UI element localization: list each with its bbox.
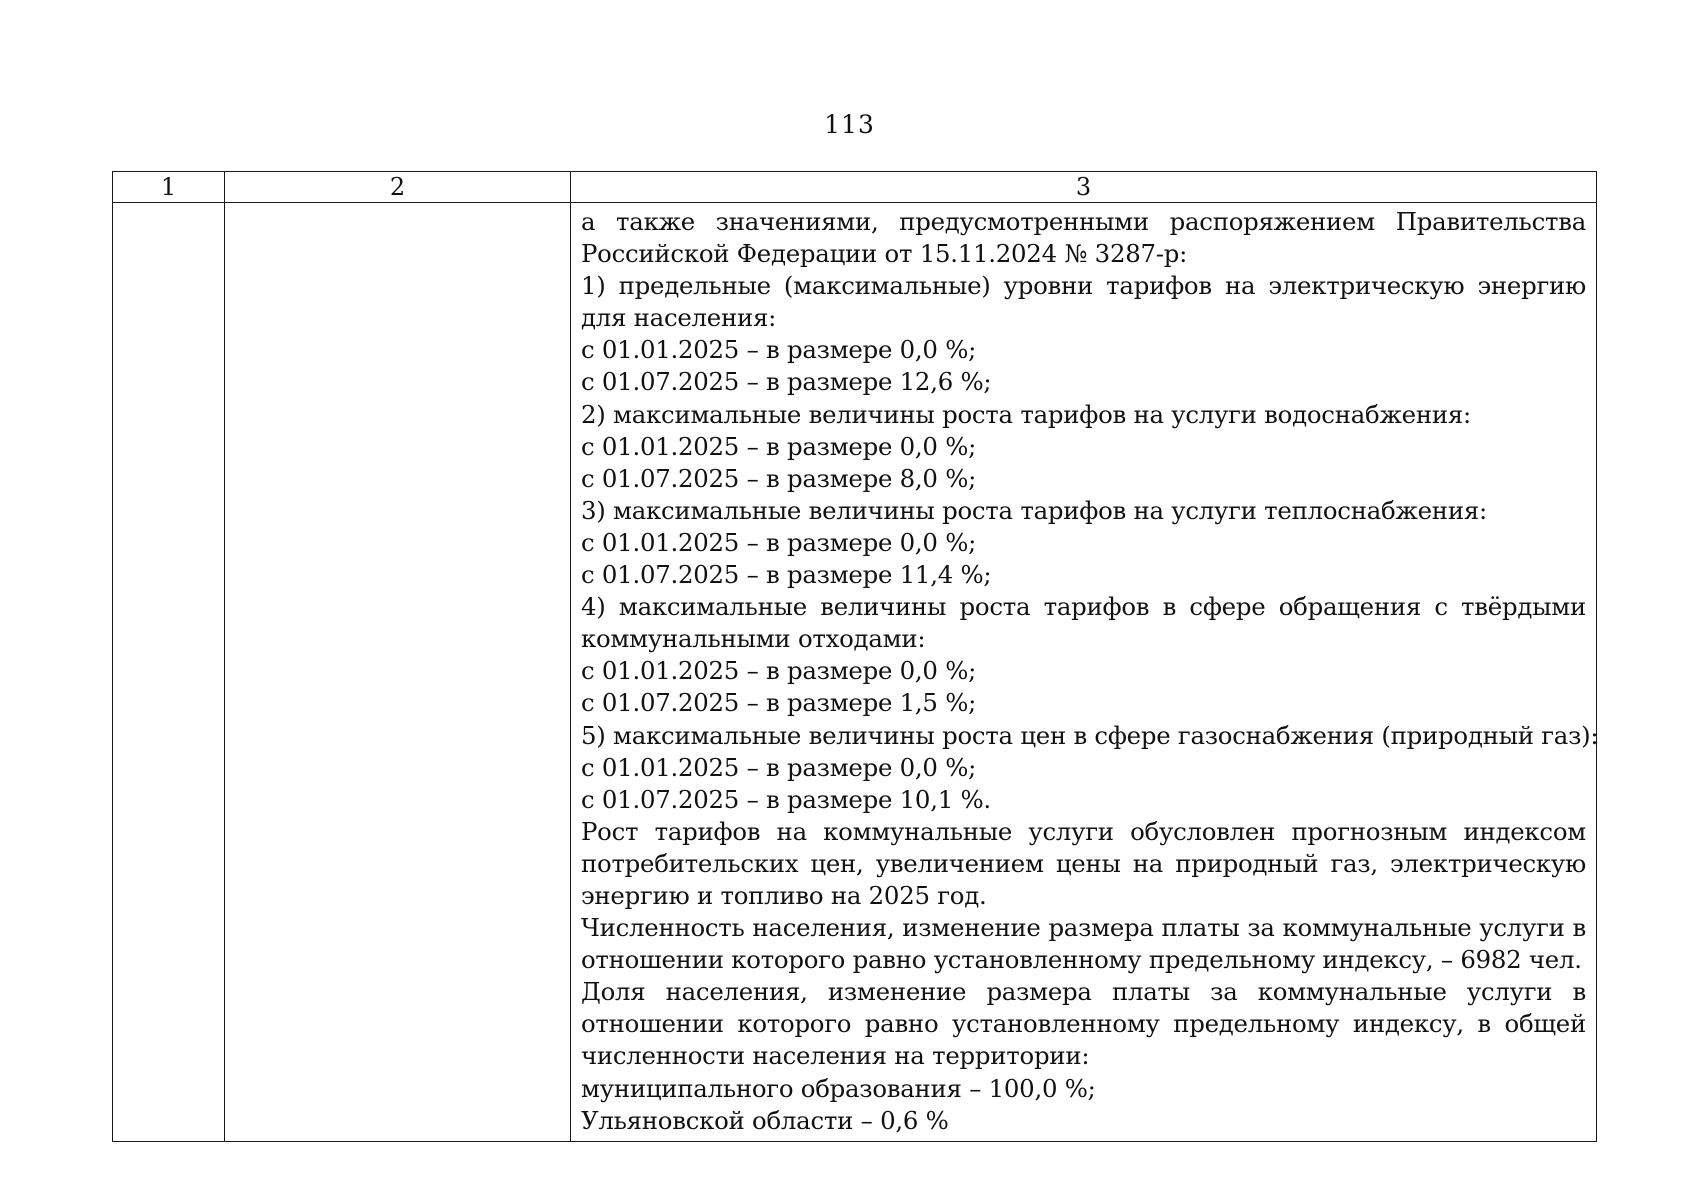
electricity-tariff-heading: 1) предельные (максимальные) уровни тарифов на электрическую энергию для населения: (581, 271, 1586, 333)
electricity-tariff-july: с 01.07.2025 – в размере 12,6 %; (581, 367, 992, 397)
waste-tariff-january: с 01.01.2025 – в размере 0,0 %; (581, 656, 977, 686)
column-header-1: 1 (113, 172, 225, 203)
population-share-paragraph: Доля населения, изменение размера платы за коммунальные услуги в отношении которого равно установленному предельному индексу, в общей численности населения на территории: (581, 977, 1586, 1071)
column-header-3: 3 (571, 172, 1597, 203)
heating-tariff-january: с 01.01.2025 – в размере 0,0 %; (581, 527, 977, 557)
gas-price-july: с 01.07.2025 – в размере 10,1 %. (581, 784, 991, 814)
heating-tariff-july: с 01.07.2025 – в размере 11,4 %; (581, 560, 992, 590)
water-tariff-january: с 01.01.2025 – в размере 0,0 %; (581, 431, 977, 461)
share-region-line: Ульяновской области – 0,6 % (581, 1105, 949, 1135)
gas-price-january: с 01.01.2025 – в размере 0,0 %; (581, 752, 977, 782)
waste-tariff-july: с 01.07.2025 – в размере 1,5 %; (581, 688, 977, 718)
tariff-growth-reason: Рост тарифов на коммунальные услуги обусловлен прогнозным индексом потребительских цен, увеличением цены на природный газ, электрическую энергию и топливо на 2025 год. (581, 816, 1586, 910)
electricity-tariff-january: с 01.01.2025 – в размере 0,0 %; (581, 335, 977, 365)
column-header-2: 2 (225, 172, 571, 203)
population-count-paragraph: Численность населения, изменение размера платы за коммунальные услуги в отношении которого равно установленному предельному индексу, – 6982 чел. (581, 913, 1586, 975)
page-number: 113 (824, 110, 875, 139)
water-tariff-july: с 01.07.2025 – в размере 8,0 %; (581, 463, 977, 493)
cell-column-2 (225, 203, 571, 1142)
heating-tariff-heading: 3) максимальные величины роста тарифов на услуги теплоснабжения: (581, 495, 1487, 525)
cell-column-1 (113, 203, 225, 1142)
table-header-row (113, 172, 1597, 203)
water-tariff-heading: 2) максимальные величины роста тарифов на услуги водоснабжения: (581, 399, 1471, 429)
share-municipal-line: муниципального образования – 100,0 %; (581, 1073, 1096, 1103)
gas-price-heading: 5) максимальные величины роста цен в сфере газоснабжения (природный газ): (581, 720, 1599, 750)
document-table (112, 171, 1597, 1142)
intro-paragraph: а также значениями, предусмотренными распоряжением Правительства Российской Федерации от 15.11.2024 № 3287-р: (581, 207, 1586, 269)
waste-tariff-heading: 4) максимальные величины роста тарифов в сфере обращения с твёрдыми коммунальными отходами: (581, 592, 1586, 654)
cell-column-3 (571, 203, 1597, 1142)
table-row (113, 203, 1597, 1142)
tariff-text-block (571, 203, 1599, 1141)
